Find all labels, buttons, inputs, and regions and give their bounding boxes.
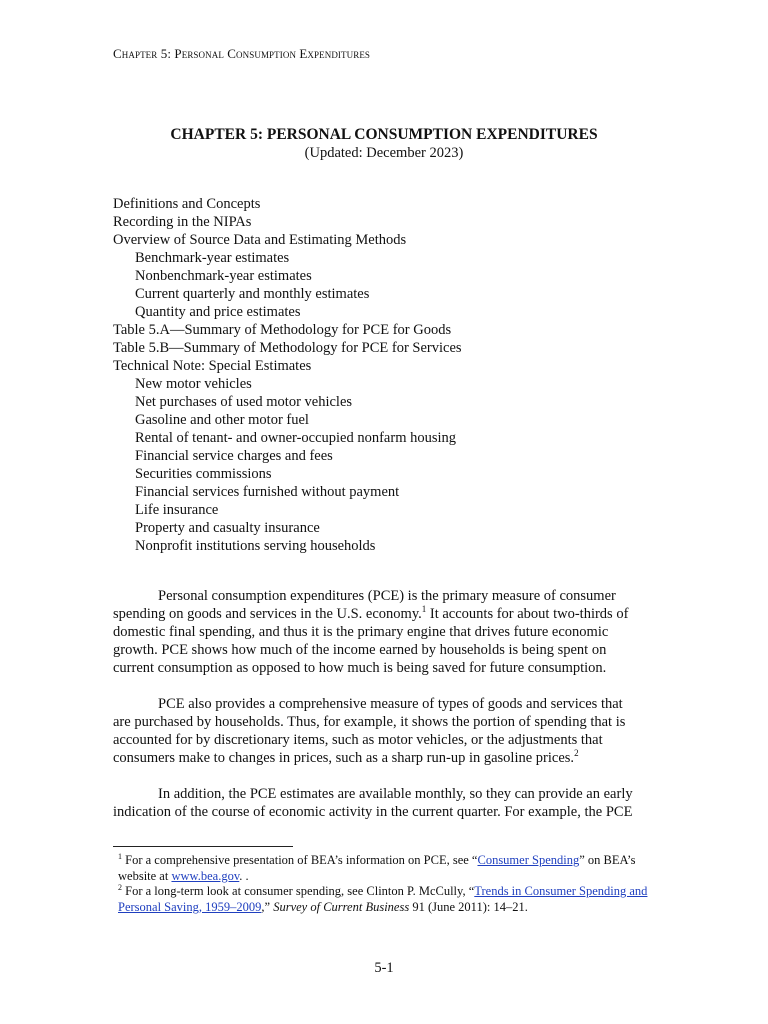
toc-item: Technical Note: Special Estimates	[113, 358, 312, 374]
footnote-text: ,”	[261, 899, 274, 914]
page-number: 5-1	[374, 960, 394, 976]
paragraph-1	[113, 587, 658, 677]
toc-item: Overview of Source Data and Estimating Methods	[113, 232, 407, 248]
toc-subitem: Gasoline and other motor fuel	[135, 412, 309, 428]
toc-subitem: Quantity and price estimates	[135, 304, 301, 320]
footnote-text: For a comprehensive presentation of BEA’s information on PCE, see “	[122, 853, 478, 867]
title-block	[0, 125, 768, 162]
text-line: accounted for by discretionary items, such as motor vehicles, or the adjustments that	[113, 732, 603, 748]
journal-title: Survey of Current Business	[273, 899, 410, 914]
toc-subitem: New motor vehicles	[135, 376, 252, 392]
bea-website-link[interactable]: www.bea.gov	[171, 868, 240, 883]
text-line	[113, 605, 658, 623]
footnote-1	[118, 853, 678, 869]
footnote-text: 91 (June 2011): 14–21.	[409, 899, 528, 914]
footnote-number: 1	[118, 851, 122, 861]
toc-item: Table 5.B—Summary of Methodology for PCE for Services	[113, 340, 462, 356]
toc-subitem: Securities commissions	[135, 466, 272, 482]
text-segment: spending on goods and services in the U.S. economy.	[113, 606, 422, 622]
toc-subitem: Property and casualty insurance	[135, 520, 320, 536]
text-segment: consumers make to changes in prices, such as a sharp run-up in gasoline prices.	[113, 750, 575, 766]
toc-item: Table 5.A—Summary of Methodology for PCE for Goods	[113, 322, 452, 338]
toc-subitem: Net purchases of used motor vehicles	[135, 394, 353, 410]
table-of-contents	[113, 195, 673, 555]
toc-item: Definitions and Concepts	[113, 196, 261, 212]
paragraph-3	[113, 785, 658, 821]
trends-article-link-continued[interactable]: Personal Saving, 1959–2009	[118, 899, 262, 914]
text-line: are purchased by households. Thus, for example, it shows the portion of spending that is	[113, 714, 626, 730]
text-line: domestic final spending, and thus it is the primary engine that drives future economic	[113, 624, 609, 640]
toc-subitem: Financial service charges and fees	[135, 448, 333, 464]
toc-subitem: Benchmark-year estimates	[135, 250, 290, 266]
paragraph-2	[113, 695, 658, 767]
footnote-text: website at	[118, 868, 172, 883]
footnote-2	[118, 884, 678, 900]
footnote-1-continued	[118, 869, 678, 885]
text-line	[113, 749, 658, 767]
text-line: In addition, the PCE estimates are available monthly, so they can provide an early	[158, 786, 633, 802]
chapter-title: CHAPTER 5: PERSONAL CONSUMPTION EXPENDITURES	[170, 126, 598, 143]
text-line: PCE also provides a comprehensive measure of types of goods and services that	[158, 696, 623, 712]
toc-subitem: Nonbenchmark-year estimates	[135, 268, 312, 284]
toc-subitem: Financial services furnished without payment	[135, 484, 400, 500]
running-header: Chapter 5: Personal Consumption Expenditures	[113, 46, 371, 61]
footnote-2-continued	[118, 900, 678, 916]
footnote-number: 2	[118, 882, 122, 892]
toc-item: Recording in the NIPAs	[113, 214, 252, 230]
text-line: indication of the course of economic activity in the current quarter. For example, the PCE	[113, 804, 633, 820]
toc-subitem: Rental of tenant- and owner-occupied nonfarm housing	[135, 430, 457, 446]
footnote-text: For a long-term look at consumer spending, see Clinton P. McCully, “	[122, 884, 475, 898]
text-line: Personal consumption expenditures (PCE) is the primary measure of consumer	[158, 588, 616, 604]
text-segment: It accounts for about two-thirds of	[426, 606, 629, 622]
footnote-ref-2[interactable]: 2	[574, 748, 579, 759]
footnote-ref-1[interactable]: 1	[421, 604, 427, 615]
footnote-text: . .	[239, 868, 249, 883]
toc-subitem: Nonprofit institutions serving households	[135, 538, 376, 554]
body-text	[113, 587, 658, 839]
footnote-divider	[113, 846, 293, 847]
trends-article-link[interactable]: Trends in Consumer Spending and	[474, 884, 648, 898]
text-line: growth. PCE shows how much of the income earned by households is being spent on	[113, 642, 607, 658]
toc-subitem: Current quarterly and monthly estimates	[135, 286, 370, 302]
updated-date: (Updated: December 2023)	[304, 145, 464, 161]
text-line: current consumption as opposed to how much is being saved for future consumption.	[113, 660, 607, 676]
consumer-spending-link[interactable]: Consumer Spending	[477, 853, 580, 867]
toc-subitem: Life insurance	[135, 502, 219, 518]
footnote-text: ” on BEA’s	[579, 853, 636, 867]
footnotes	[118, 853, 678, 915]
